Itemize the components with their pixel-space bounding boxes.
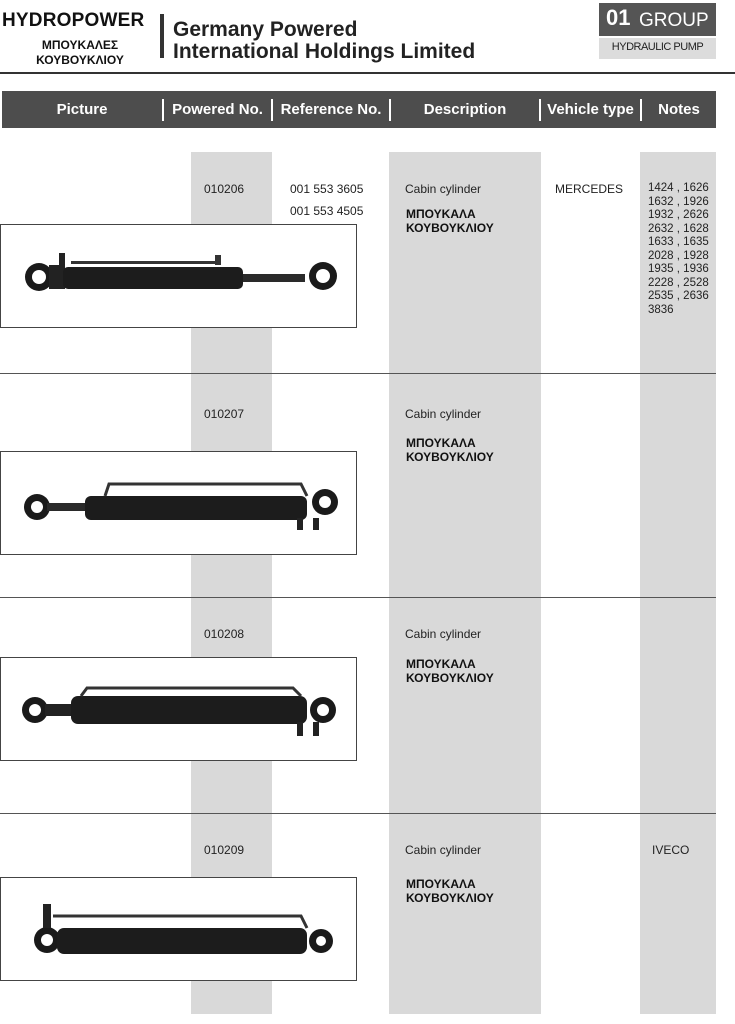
powered-no-cell: 010206 xyxy=(204,182,245,196)
header-rule xyxy=(0,72,735,74)
description-greek-line2: ΚΟΥΒΟΥΚΛΙΟΥ xyxy=(406,891,494,905)
column-header-description: Description xyxy=(423,101,507,118)
column-header-reference-no: Reference No. xyxy=(280,101,382,118)
row-separator xyxy=(0,597,716,598)
column-header-vehicle-type: Vehicle type xyxy=(547,101,634,118)
product-image-cylinder xyxy=(0,657,357,761)
vehicle-type-cell: MERCEDES xyxy=(555,182,624,196)
row-separator xyxy=(0,813,716,814)
notes-cell: IVECO xyxy=(652,843,690,857)
group-subtitle: HYDRAULIC PUMP xyxy=(611,41,704,53)
product-image-cylinder xyxy=(0,451,357,555)
description-greek-line1: ΜΠΟΥΚΑΛΑ xyxy=(406,657,476,671)
description-greek-line1: ΜΠΟΥΚΑΛΑ xyxy=(406,436,476,450)
description-cell: Cabin cylinder xyxy=(405,627,482,641)
brand-title: HYDROPOWER xyxy=(2,10,145,31)
column-header-picture: Picture xyxy=(56,101,108,118)
description-greek-line2: ΚΟΥΒΟΥΚΛΙΟΥ xyxy=(406,450,494,464)
company-line1: Germany Powered xyxy=(173,18,358,41)
company-line2: International Holdings Limited xyxy=(173,40,476,63)
description-greek-line1: ΜΠΟΥΚΑΛΑ xyxy=(406,207,476,221)
column-header-powered-no: Powered No. xyxy=(172,101,263,118)
powered-no-cell: 010209 xyxy=(204,843,245,857)
description-cell: Cabin cylinder xyxy=(405,182,482,196)
reference-no-cell: 001 553 4505 xyxy=(290,204,364,218)
brand-subtitle-line1: ΜΠΟΥΚΑΛΕΣ xyxy=(41,38,119,52)
column-header-notes: Notes xyxy=(658,101,700,118)
description-greek-line2: ΚΟΥΒΟΥΚΛΙΟΥ xyxy=(406,221,494,235)
description-greek-line1: ΜΠΟΥΚΑΛΑ xyxy=(406,877,476,891)
product-image-cylinder xyxy=(0,877,357,981)
description-cell: Cabin cylinder xyxy=(405,407,482,421)
row-separator xyxy=(0,373,716,374)
brand-subtitle-line2: ΚΟΥΒΟΥΚΛΙΟΥ xyxy=(36,53,124,67)
reference-no-cell: 001 553 3605 xyxy=(290,182,364,196)
description-greek-line2: ΚΟΥΒΟΥΚΛΙΟΥ xyxy=(406,671,494,685)
description-cell: Cabin cylinder xyxy=(405,843,482,857)
group-number: 01 xyxy=(606,5,631,30)
powered-no-cell: 010208 xyxy=(204,627,245,641)
product-image-cylinder xyxy=(0,224,357,328)
header-divider xyxy=(160,14,164,58)
notes-cell: 1424 , 1626 1632 , 1926 1932 , 2626 2632 , 1628 1633 , 1635 2028 , 1928 1935 , 1936 2228 , 2528 2535 , 2636 3836 xyxy=(648,182,709,316)
group-label: GROUP xyxy=(639,10,709,31)
powered-no-cell: 010207 xyxy=(204,407,245,421)
